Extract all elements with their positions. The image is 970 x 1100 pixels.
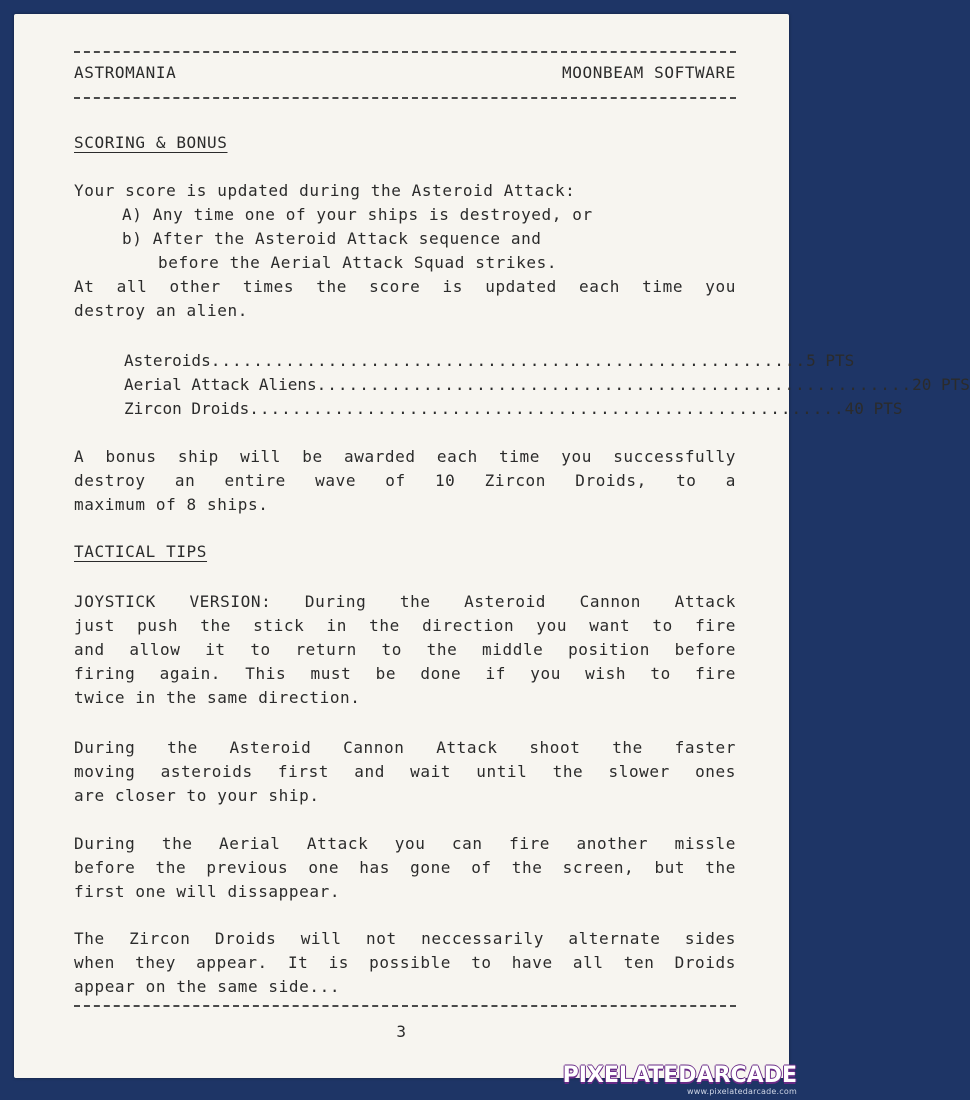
manual-page <box>14 14 970 1078</box>
section-title-scoring: SCORING & BONUS <box>74 133 228 152</box>
page-number: 3 <box>396 1022 407 1041</box>
tips-paragraph-1 <box>74 590 736 710</box>
tips-line: twice in the same direction. <box>74 688 361 707</box>
watermark-logo: PIXELATEDARCADE <box>562 1063 797 1088</box>
tips-line: moving asteroids first and wait until the slower ones <box>74 762 736 781</box>
tips-paragraph-4 <box>74 927 736 999</box>
header-publisher: MOONBEAM SOFTWARE <box>562 63 736 82</box>
bonus-line: destroy an entire wave of 10 Zircon Droids, to a <box>74 471 736 490</box>
score-points: 5 PTS <box>806 351 855 370</box>
leader-dots: ........................................................ <box>210 351 807 370</box>
watermark-url: www.pixelatedarcade.com <box>687 1087 797 1096</box>
scoring-intro-block <box>74 179 736 323</box>
score-row-asteroids <box>124 351 855 370</box>
watermark <box>563 1065 797 1096</box>
score-name: Zircon Droids <box>124 399 250 418</box>
score-row-zircon-droids <box>124 399 903 418</box>
scoring-item-a: A) Any time one of your ships is destroyed, or <box>122 205 593 224</box>
tips-line: The Zircon Droids will not neccessarily alternate sides <box>74 929 736 948</box>
tips-line: During the Aerial Attack you can fire another missle <box>74 834 736 853</box>
tips-line: are closer to your ship. <box>74 786 320 805</box>
section-title-tips: TACTICAL TIPS <box>74 542 208 561</box>
tips-paragraph-3 <box>74 832 736 904</box>
bonus-line: A bonus ship will be awarded each time you successfully <box>74 447 736 466</box>
score-name: Asteroids <box>124 351 211 370</box>
leader-dots: ........................................................ <box>249 399 845 418</box>
header-title: ASTROMANIA <box>74 63 177 82</box>
tips-line: when they appear. It is possible to have all ten Droids <box>74 953 736 972</box>
bonus-paragraph <box>74 445 736 517</box>
leader-dots: ........................................................ <box>316 375 913 394</box>
tips-line: before the previous one has gone of the screen, but the <box>74 858 736 877</box>
tips-paragraph-2 <box>74 736 736 808</box>
scoring-intro: Your score is updated during the Asteroid Attack: <box>74 181 576 200</box>
score-points: 20 PTS <box>912 375 970 394</box>
tips-line: During the Asteroid Cannon Attack shoot the faster <box>74 738 736 757</box>
tips-line: first one will dissappear. <box>74 882 341 901</box>
footer-rule <box>74 1005 736 1007</box>
tips-line: appear on the same side... <box>74 977 341 996</box>
scoring-item-b-cont: before the Aerial Attack Squad strikes. <box>158 253 558 272</box>
scoring-item-b: b) After the Asteroid Attack sequence and <box>122 229 542 248</box>
tips-line: and allow it to return to the middle position before <box>74 640 736 659</box>
header-top-rule <box>74 51 736 53</box>
header-bottom-rule <box>74 97 736 99</box>
score-row-aerial-aliens <box>124 375 970 394</box>
score-points: 40 PTS <box>844 399 903 418</box>
scoring-other-times-cont: destroy an alien. <box>74 301 248 320</box>
tips-line: JOYSTICK VERSION: During the Asteroid Cannon Attack <box>74 592 736 611</box>
tips-line: just push the stick in the direction you want to fire <box>74 616 736 635</box>
score-name: Aerial Attack Aliens <box>124 375 317 394</box>
scoring-other-times: At all other times the score is updated each time you <box>74 277 736 296</box>
bonus-line: maximum of 8 ships. <box>74 495 269 514</box>
tips-line: firing again. This must be done if you wish to fire <box>74 664 736 683</box>
